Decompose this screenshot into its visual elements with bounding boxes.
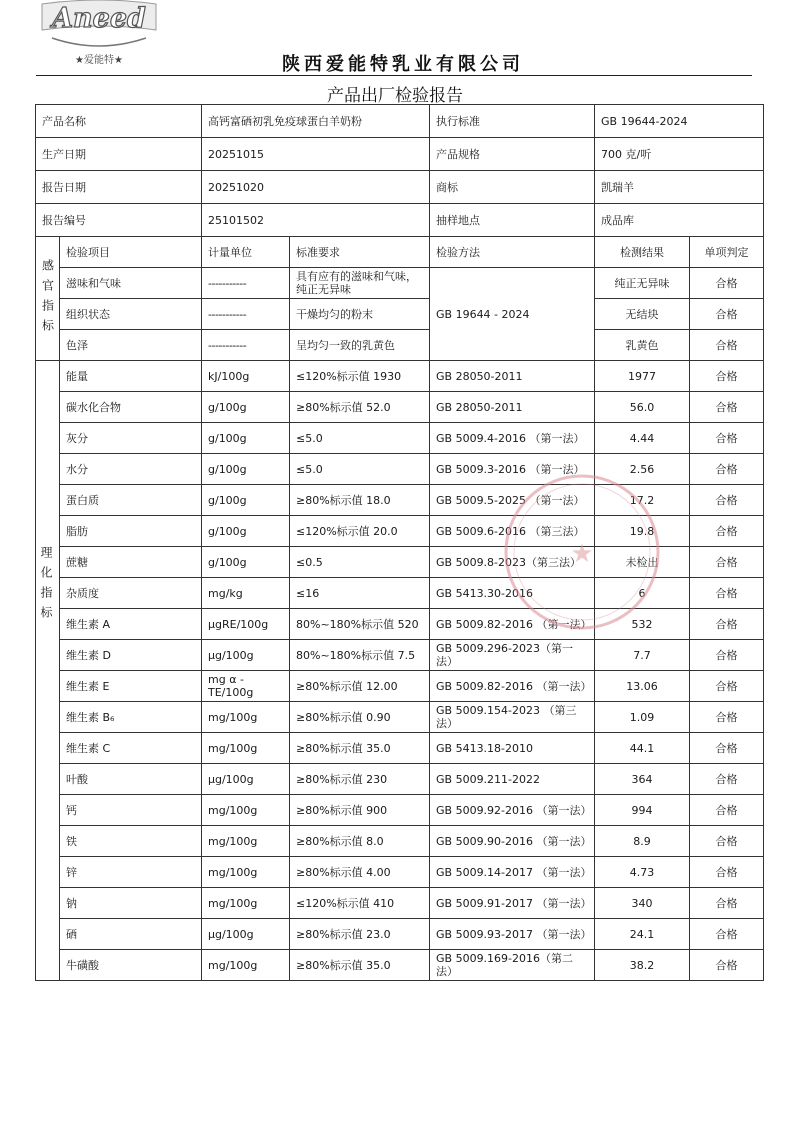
info-value: 700 克/听 (595, 138, 764, 171)
item-method: GB 5009.169-2016（第二法） (430, 950, 595, 981)
header-rule (36, 75, 752, 76)
item-result: 19.8 (595, 516, 690, 547)
item-unit: mg/100g (202, 702, 290, 733)
item-standard: ≥80%标示值 8.0 (290, 826, 430, 857)
physchem-row (36, 795, 764, 826)
item-verdict: 合格 (690, 578, 764, 609)
item-unit: g/100g (202, 547, 290, 578)
item-verdict: 合格 (690, 640, 764, 671)
info-label: 报告编号 (36, 204, 202, 237)
info-value: 20251015 (202, 138, 430, 171)
col-header-method: 检验方法 (430, 237, 595, 268)
item-method: GB 5413.30-2016 (430, 578, 595, 609)
item-name: 杂质度 (60, 578, 202, 609)
physchem-row (36, 485, 764, 516)
item-unit: g/100g (202, 485, 290, 516)
item-unit: mg/kg (202, 578, 290, 609)
item-verdict: 合格 (690, 547, 764, 578)
item-standard: ≥80%标示值 230 (290, 764, 430, 795)
item-method: GB 5009.82-2016 （第一法） (430, 671, 595, 702)
sensory-row (36, 299, 764, 330)
item-result: 532 (595, 609, 690, 640)
item-result: 7.7 (595, 640, 690, 671)
item-verdict: 合格 (690, 330, 764, 361)
info-label: 产品规格 (430, 138, 595, 171)
item-name: 维生素 B₆ (60, 702, 202, 733)
item-standard: ≤16 (290, 578, 430, 609)
info-value: 20251020 (202, 171, 430, 204)
info-row (36, 138, 764, 171)
item-method: GB 5009.93-2017 （第一法） (430, 919, 595, 950)
item-unit: μg/100g (202, 640, 290, 671)
info-value: 高钙富硒初乳免疫球蛋白羊奶粉 (202, 105, 430, 138)
item-verdict: 合格 (690, 857, 764, 888)
physchem-row (36, 950, 764, 981)
item-standard: ≥80%标示值 900 (290, 795, 430, 826)
item-result: 44.1 (595, 733, 690, 764)
item-name: 组织状态 (60, 299, 202, 330)
item-verdict: 合格 (690, 950, 764, 981)
physchem-row (36, 609, 764, 640)
item-result: 17.2 (595, 485, 690, 516)
item-name: 维生素 A (60, 609, 202, 640)
item-name: 维生素 D (60, 640, 202, 671)
col-header-unit: 计量单位 (202, 237, 290, 268)
item-unit: mg/100g (202, 857, 290, 888)
item-method: GB 5009.90-2016 （第一法） (430, 826, 595, 857)
item-standard: ≥80%标示值 35.0 (290, 733, 430, 764)
item-name: 维生素 E (60, 671, 202, 702)
item-method: GB 5413.18-2010 (430, 733, 595, 764)
table-body (36, 105, 764, 981)
item-verdict: 合格 (690, 826, 764, 857)
item-result: 364 (595, 764, 690, 795)
logo-subtext: ★爱能特★ (75, 55, 123, 66)
info-label: 执行标准 (430, 105, 595, 138)
item-method: GB 5009.5-2025 （第一法） (430, 485, 595, 516)
item-verdict: 合格 (690, 454, 764, 485)
item-standard: ≤5.0 (290, 454, 430, 485)
item-name: 水分 (60, 454, 202, 485)
physchem-row (36, 888, 764, 919)
physchem-row (36, 733, 764, 764)
col-header-result: 检测结果 (595, 237, 690, 268)
item-unit: mg/100g (202, 826, 290, 857)
item-unit: ----------- (202, 330, 290, 361)
item-standard: ≤0.5 (290, 547, 430, 578)
item-standard: 呈均匀一致的乳黄色 (290, 330, 430, 361)
item-name: 蔗糖 (60, 547, 202, 578)
report-title: 产品出厂检验报告 (327, 86, 463, 106)
item-name: 色泽 (60, 330, 202, 361)
item-standard: ≥80%标示值 4.00 (290, 857, 430, 888)
info-value: 25101502 (202, 204, 430, 237)
item-unit: g/100g (202, 423, 290, 454)
physchem-row (36, 361, 764, 392)
item-method: GB 5009.154-2023 （第三法） (430, 702, 595, 733)
logo-wordmark: Aneed (52, 3, 146, 34)
item-standard: ≥80%标示值 35.0 (290, 950, 430, 981)
item-method: GB 5009.91-2017 （第一法） (430, 888, 595, 919)
physchem-row (36, 640, 764, 671)
item-result: 38.2 (595, 950, 690, 981)
physchem-row (36, 423, 764, 454)
info-label: 报告日期 (36, 171, 202, 204)
item-result: 4.73 (595, 857, 690, 888)
item-result: 未检出 (595, 547, 690, 578)
item-standard: ≤5.0 (290, 423, 430, 454)
item-name: 碳水化合物 (60, 392, 202, 423)
item-method: GB 5009.82-2016 （第一法） (430, 609, 595, 640)
physchem-row (36, 857, 764, 888)
item-name: 能量 (60, 361, 202, 392)
item-unit: μg/100g (202, 764, 290, 795)
info-value: GB 19644-2024 (595, 105, 764, 138)
item-standard: ≤120%标示值 410 (290, 888, 430, 919)
item-result: 340 (595, 888, 690, 919)
item-name: 叶酸 (60, 764, 202, 795)
item-result: 2.56 (595, 454, 690, 485)
sensory-row (36, 268, 764, 299)
column-header-row (36, 237, 764, 268)
item-verdict: 合格 (690, 733, 764, 764)
physchem-row (36, 764, 764, 795)
item-unit: mg/100g (202, 888, 290, 919)
item-standard: ≤120%标示值 1930 (290, 361, 430, 392)
item-verdict: 合格 (690, 919, 764, 950)
item-method: GB 5009.14-2017 （第一法） (430, 857, 595, 888)
item-result: 6 (595, 578, 690, 609)
physchem-row (36, 671, 764, 702)
item-unit: ----------- (202, 299, 290, 330)
item-verdict: 合格 (690, 702, 764, 733)
item-name: 铁 (60, 826, 202, 857)
item-unit: kJ/100g (202, 361, 290, 392)
item-result: 1977 (595, 361, 690, 392)
item-result: 13.06 (595, 671, 690, 702)
col-header-item: 检验项目 (60, 237, 202, 268)
item-verdict: 合格 (690, 299, 764, 330)
item-unit: ----------- (202, 268, 290, 299)
physchem-row (36, 547, 764, 578)
info-row (36, 204, 764, 237)
physchem-row (36, 392, 764, 423)
col-header-standard: 标准要求 (290, 237, 430, 268)
item-name: 钠 (60, 888, 202, 919)
item-standard: 80%~180%标示值 520 (290, 609, 430, 640)
sensory-row (36, 330, 764, 361)
item-result: 无结块 (595, 299, 690, 330)
item-name: 钙 (60, 795, 202, 826)
item-verdict: 合格 (690, 361, 764, 392)
item-result: 8.9 (595, 826, 690, 857)
item-method: GB 5009.3-2016 （第一法） (430, 454, 595, 485)
item-verdict: 合格 (690, 888, 764, 919)
physchem-row (36, 826, 764, 857)
item-name: 蛋白质 (60, 485, 202, 516)
item-result: 994 (595, 795, 690, 826)
item-method: GB 19644 - 2024 (430, 268, 595, 361)
item-verdict: 合格 (690, 392, 764, 423)
item-verdict: 合格 (690, 516, 764, 547)
item-verdict: 合格 (690, 764, 764, 795)
item-result: 56.0 (595, 392, 690, 423)
item-standard: 干燥均匀的粉末 (290, 299, 430, 330)
item-name: 硒 (60, 919, 202, 950)
item-standard: 80%~180%标示值 7.5 (290, 640, 430, 671)
info-label: 产品名称 (36, 105, 202, 138)
info-row (36, 171, 764, 204)
item-standard: ≥80%标示值 18.0 (290, 485, 430, 516)
item-name: 滋味和气味 (60, 268, 202, 299)
item-standard: ≥80%标示值 12.00 (290, 671, 430, 702)
physchem-row (36, 578, 764, 609)
info-value: 凯瑞羊 (595, 171, 764, 204)
col-header-verdict: 单项判定 (690, 237, 764, 268)
info-row (36, 105, 764, 138)
item-method: GB 5009.296-2023（第一法） (430, 640, 595, 671)
inspection-table (35, 104, 764, 981)
item-result: 纯正无异味 (595, 268, 690, 299)
item-method: GB 5009.211-2022 (430, 764, 595, 795)
item-result: 24.1 (595, 919, 690, 950)
item-method: GB 28050-2011 (430, 361, 595, 392)
item-name: 灰分 (60, 423, 202, 454)
item-unit: μg/100g (202, 919, 290, 950)
item-standard: ≥80%标示值 23.0 (290, 919, 430, 950)
item-unit: g/100g (202, 454, 290, 485)
item-verdict: 合格 (690, 268, 764, 299)
item-result: 乳黄色 (595, 330, 690, 361)
item-unit: mg/100g (202, 733, 290, 764)
item-standard: ≥80%标示值 52.0 (290, 392, 430, 423)
item-verdict: 合格 (690, 671, 764, 702)
company-name: 陕西爱能特乳业有限公司 (282, 54, 524, 75)
svg-text:★: ★ (570, 539, 594, 569)
item-method: GB 5009.8-2023（第三法） (430, 547, 595, 578)
category-physchem: 理化指标 (36, 361, 60, 981)
item-method: GB 5009.92-2016 （第一法） (430, 795, 595, 826)
info-label: 抽样地点 (430, 204, 595, 237)
item-method: GB 28050-2011 (430, 392, 595, 423)
item-standard: 具有应有的滋味和气味，纯正无异味 (290, 268, 430, 299)
item-result: 1.09 (595, 702, 690, 733)
item-result: 4.44 (595, 423, 690, 454)
info-label: 生产日期 (36, 138, 202, 171)
item-name: 维生素 C (60, 733, 202, 764)
physchem-row (36, 702, 764, 733)
item-verdict: 合格 (690, 609, 764, 640)
item-unit: g/100g (202, 516, 290, 547)
item-standard: ≤120%标示值 20.0 (290, 516, 430, 547)
item-method: GB 5009.6-2016 （第三法） (430, 516, 595, 547)
item-name: 锌 (60, 857, 202, 888)
item-unit: mg/100g (202, 795, 290, 826)
item-verdict: 合格 (690, 795, 764, 826)
item-unit: mg α -TE/100g (202, 671, 290, 702)
item-name: 脂肪 (60, 516, 202, 547)
physchem-row (36, 454, 764, 485)
physchem-row (36, 516, 764, 547)
item-verdict: 合格 (690, 423, 764, 454)
item-unit: g/100g (202, 392, 290, 423)
info-value: 成品库 (595, 204, 764, 237)
item-unit: mg/100g (202, 950, 290, 981)
info-label: 商标 (430, 171, 595, 204)
item-verdict: 合格 (690, 485, 764, 516)
item-unit: μgRE/100g (202, 609, 290, 640)
item-standard: ≥80%标示值 0.90 (290, 702, 430, 733)
company-logo (38, 0, 160, 68)
item-method: GB 5009.4-2016 （第一法） (430, 423, 595, 454)
item-name: 牛磺酸 (60, 950, 202, 981)
category-sensory: 感官指标 (36, 237, 60, 361)
physchem-row (36, 919, 764, 950)
